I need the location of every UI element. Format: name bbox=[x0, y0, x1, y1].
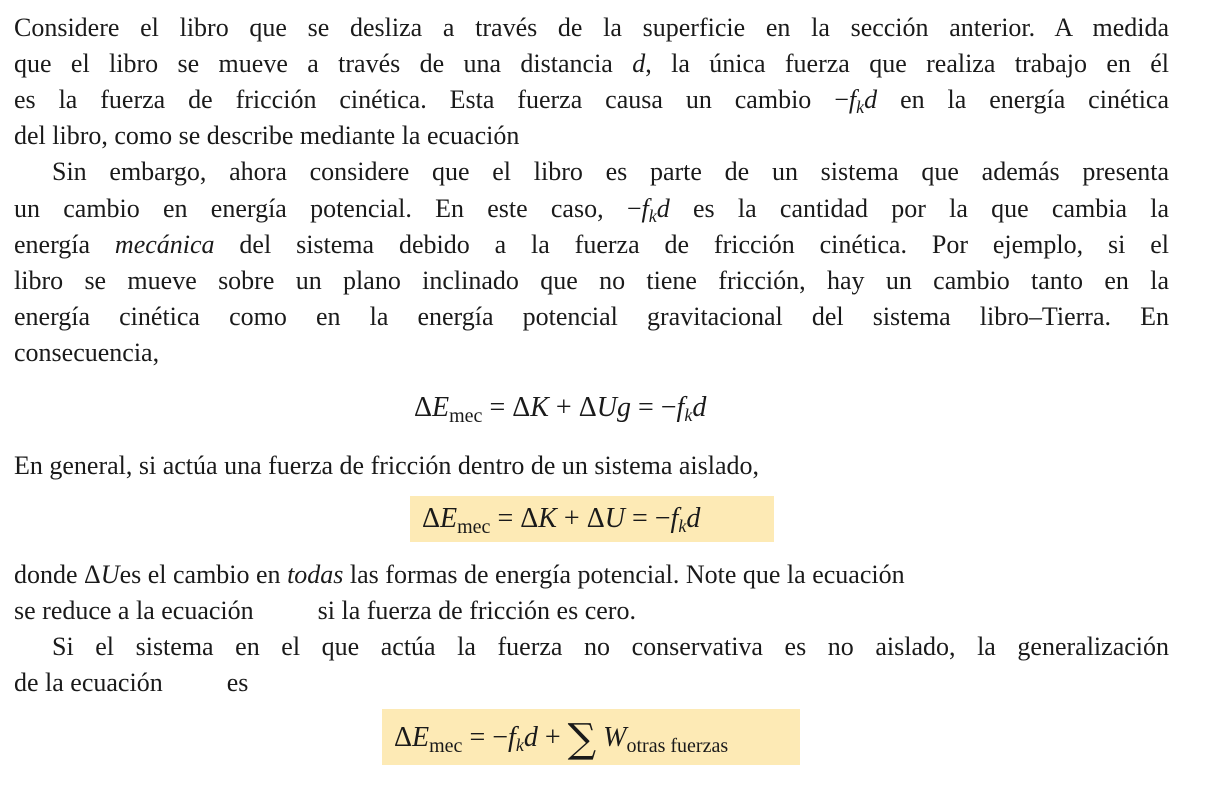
delta-symbol: Δ bbox=[414, 392, 433, 423]
variable-U: U bbox=[596, 392, 617, 423]
text-span: las formas de energía potencial. Note que la ecuación bbox=[343, 560, 905, 589]
variable-d: d bbox=[686, 503, 701, 534]
eq-operator: + bbox=[537, 722, 568, 753]
variable-U: U bbox=[604, 503, 625, 534]
paragraph-2-line-6 bbox=[14, 335, 1169, 371]
subscript-mec: mec bbox=[457, 516, 491, 538]
text-span: energía bbox=[14, 230, 115, 259]
equation-3 bbox=[382, 709, 800, 762]
minus-sign: − bbox=[626, 194, 642, 223]
text-span: del libro, como se describe mediante la ecuación bbox=[14, 121, 520, 150]
subscript-mec: mec bbox=[429, 735, 463, 757]
eq-operator: = Δ bbox=[490, 503, 539, 534]
equation-2 bbox=[410, 496, 774, 539]
paragraph-1-line-3 bbox=[14, 82, 1169, 118]
eq-operator: = Δ bbox=[482, 392, 531, 423]
paragraph-1-line-1 bbox=[14, 10, 1169, 46]
paragraph-4-line-2 bbox=[14, 593, 1169, 629]
text-span: es el cambio en bbox=[119, 560, 288, 589]
emphasis-text: mecánica bbox=[114, 230, 215, 259]
variable-E: E bbox=[432, 392, 450, 423]
variable-g: g bbox=[616, 392, 631, 423]
variable-f: f bbox=[641, 194, 649, 223]
text-span: que el libro se mueve a través de una distancia bbox=[14, 49, 613, 78]
variable-d: d bbox=[692, 392, 707, 423]
variable-f: f bbox=[676, 392, 685, 423]
text-span: en la energía cinética bbox=[877, 85, 1170, 114]
emphasis-text: todas bbox=[287, 560, 344, 589]
paragraph-2-line-2 bbox=[14, 191, 1169, 227]
text-span: energía cinética como en la energía potencial gravitacional del sistema libro–Tierra. En bbox=[14, 302, 1169, 331]
text-span: En general, si actúa una fuerza de fricción dentro de un sistema aislado, bbox=[14, 451, 760, 480]
text-span: del sistema debido a la fuerza de fricción cinética. Por ejemplo, si el bbox=[214, 230, 1169, 259]
subscript-k: k bbox=[684, 405, 693, 425]
eq-operator: = − bbox=[624, 503, 671, 534]
text-span: se reduce a la ecuación bbox=[14, 596, 254, 625]
variable-K: K bbox=[538, 503, 557, 534]
variable-f: f bbox=[670, 503, 679, 534]
subscript-mec: mec bbox=[449, 405, 483, 427]
delta-symbol: Δ bbox=[394, 722, 413, 753]
paragraph-4-line-1 bbox=[14, 557, 1109, 593]
eq-operator: = − bbox=[462, 722, 509, 753]
subscript-otras-fuerzas: otras fuerzas bbox=[626, 735, 729, 757]
minus-sign: − bbox=[834, 85, 849, 114]
paragraph-5-line-1 bbox=[14, 629, 1169, 665]
text-span: un cambio en energía potencial. En este caso, bbox=[14, 194, 604, 223]
paragraph-2-line-5 bbox=[14, 299, 1169, 335]
variable-E: E bbox=[412, 722, 430, 753]
paragraph-3-line-1 bbox=[14, 448, 1169, 484]
text-span: Si el sistema en el que actúa la fuerza no conservativa es no aislado, la generalización bbox=[52, 632, 1169, 661]
text-span: consecuencia, bbox=[14, 338, 160, 367]
variable-f: f bbox=[508, 722, 516, 753]
text-span: si la fuerza de fricción es cero. bbox=[317, 596, 636, 625]
text-span: de la ecuación bbox=[14, 668, 163, 697]
summation-symbol: ∑ bbox=[567, 716, 597, 762]
variable-d: d bbox=[864, 85, 878, 114]
text-span: Sin embargo, ahora considere que el libro es parte de un sistema que además presenta bbox=[52, 157, 1169, 186]
text-span: es bbox=[226, 668, 249, 697]
text-span: donde bbox=[14, 560, 85, 589]
variable-E: E bbox=[440, 503, 458, 534]
variable-K: K bbox=[530, 392, 549, 423]
variable-d: d bbox=[632, 49, 646, 78]
text-span: es la cantidad por la que cambia la bbox=[669, 194, 1169, 223]
text-span: es la fuerza de fricción cinética. Esta fuerza causa un cambio bbox=[14, 85, 812, 114]
eq-operator: + Δ bbox=[548, 392, 597, 423]
variable-U: U bbox=[100, 560, 120, 589]
variable-d: d bbox=[656, 194, 670, 223]
paragraph-1-line-4 bbox=[14, 118, 1169, 154]
equation-1 bbox=[414, 388, 706, 428]
variable-W: W bbox=[603, 722, 627, 753]
eq-operator: = − bbox=[630, 392, 677, 423]
text-span: libro se mueve sobre un plano inclinado que no tiene fricción, hay un cambio tanto en la bbox=[14, 266, 1169, 295]
eq-operator: + Δ bbox=[556, 503, 605, 534]
equation-2-highlight bbox=[410, 496, 774, 542]
text-span: , la única fuerza que realiza trabajo en él bbox=[645, 49, 1169, 78]
variable-d: d bbox=[523, 722, 538, 753]
subscript-k: k bbox=[515, 735, 524, 755]
paragraph-1-line-2 bbox=[14, 46, 1169, 82]
subscript-k: k bbox=[648, 206, 657, 226]
paragraph-5-line-2 bbox=[14, 665, 1169, 701]
equation-3-highlight bbox=[382, 709, 800, 765]
subscript-k: k bbox=[678, 516, 687, 536]
delta-symbol: Δ bbox=[84, 560, 101, 589]
delta-symbol: Δ bbox=[422, 503, 441, 534]
subscript-k: k bbox=[856, 97, 865, 117]
paragraph-2-line-1 bbox=[14, 154, 1169, 190]
paragraph-2-line-3 bbox=[14, 227, 1169, 263]
variable-f: f bbox=[848, 85, 857, 114]
text-span: Considere el libro que se desliza a través de la superficie en la sección anterior. A medida bbox=[14, 13, 1169, 42]
paragraph-2-line-4 bbox=[14, 263, 1169, 299]
